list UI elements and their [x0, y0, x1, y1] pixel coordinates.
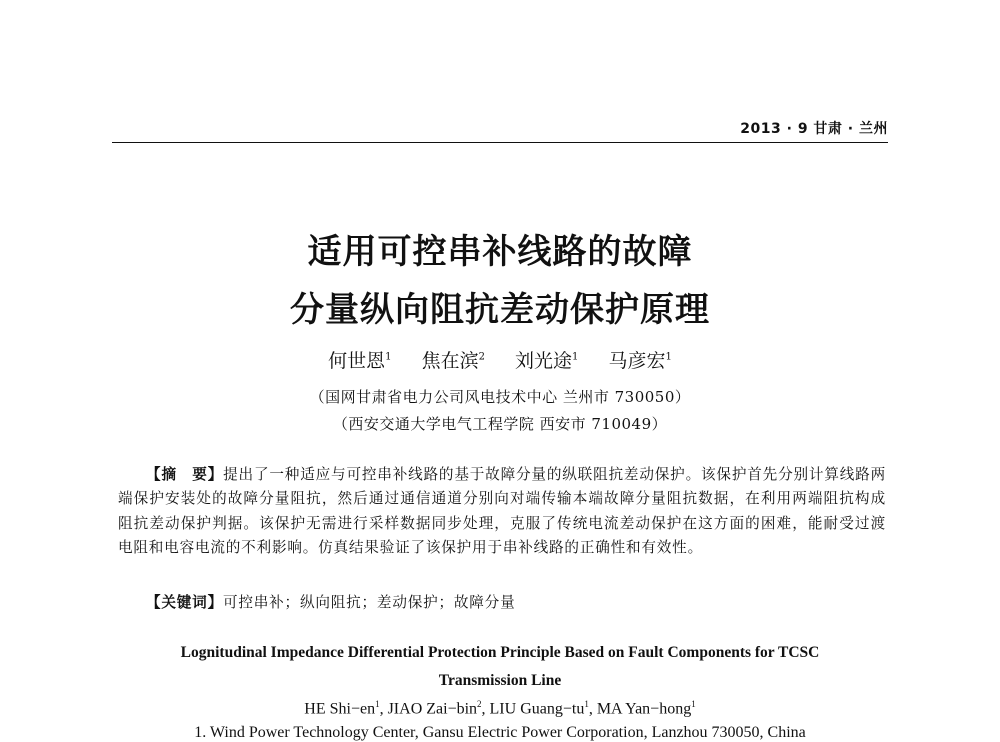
- keywords-text: 可控串补；纵向阻抗；差动保护；故障分量: [222, 594, 516, 611]
- abstract-zh: [118, 463, 886, 561]
- header-rule: [112, 142, 888, 143]
- title-en-line2: Transmission Line: [438, 672, 562, 689]
- title-en-line1: Lognitudinal Impedance Differential Protection Principle Based on Fault Components for TCSC: [180, 644, 820, 661]
- keywords-zh: [146, 591, 886, 612]
- affiliation-zh-1: （国网甘肃省电力公司风电技术中心 兰州市 730050）: [309, 388, 691, 406]
- keywords-label: 【关键词】: [146, 594, 223, 611]
- abstract-label: 【摘 要】: [146, 466, 224, 483]
- affiliation-zh-2: （西安交通大学电气工程学院 西安市 710049）: [332, 415, 668, 433]
- authors-zh: [0, 346, 1000, 373]
- running-head: 2013 · 9 甘肃 · 兰州: [740, 121, 888, 137]
- author-zh: 何世恩$^1$: [328, 350, 392, 372]
- author-zh: 马彦宏$^1$: [608, 350, 672, 372]
- author-zh: 焦在滨$^2$: [421, 350, 485, 372]
- author-zh: 刘光途$^1$: [515, 350, 579, 372]
- authors-en: HE $Shi-en^1$, JIAO Zai−bin$^2$, LIU $Guang-tu^1$, MA Yan−hong$^1$: [304, 699, 696, 718]
- abstract-text: 提出了一种适应与可控串补线路的基于故障分量的纵联阻抗差动保护。该保护首先分别计算线路两端保护安装处的故障分量阻抗，然后通过通信通道分别向对端传输本端故障分量阻抗数据，在利用两端阻抗构成阻抗差动保护判据。该保护无需进行采样数据同步处理，克服了传统电流差动保护在这方面的困难，能耐受过渡电阻和电容电流的不利影响。仿真结果验证了该保护用于串补线路的正确性和有效性。: [118, 466, 886, 557]
- title-zh-line1: 适用可控串补线路的故障: [307, 232, 693, 272]
- title-zh-line2: 分量纵向阻抗差动保护原理: [290, 290, 710, 330]
- affiliation-en-1: 1. Wind Power Technology Center, Gansu Electric Power Corporation, Lanzhou 730050, China: [194, 724, 806, 741]
